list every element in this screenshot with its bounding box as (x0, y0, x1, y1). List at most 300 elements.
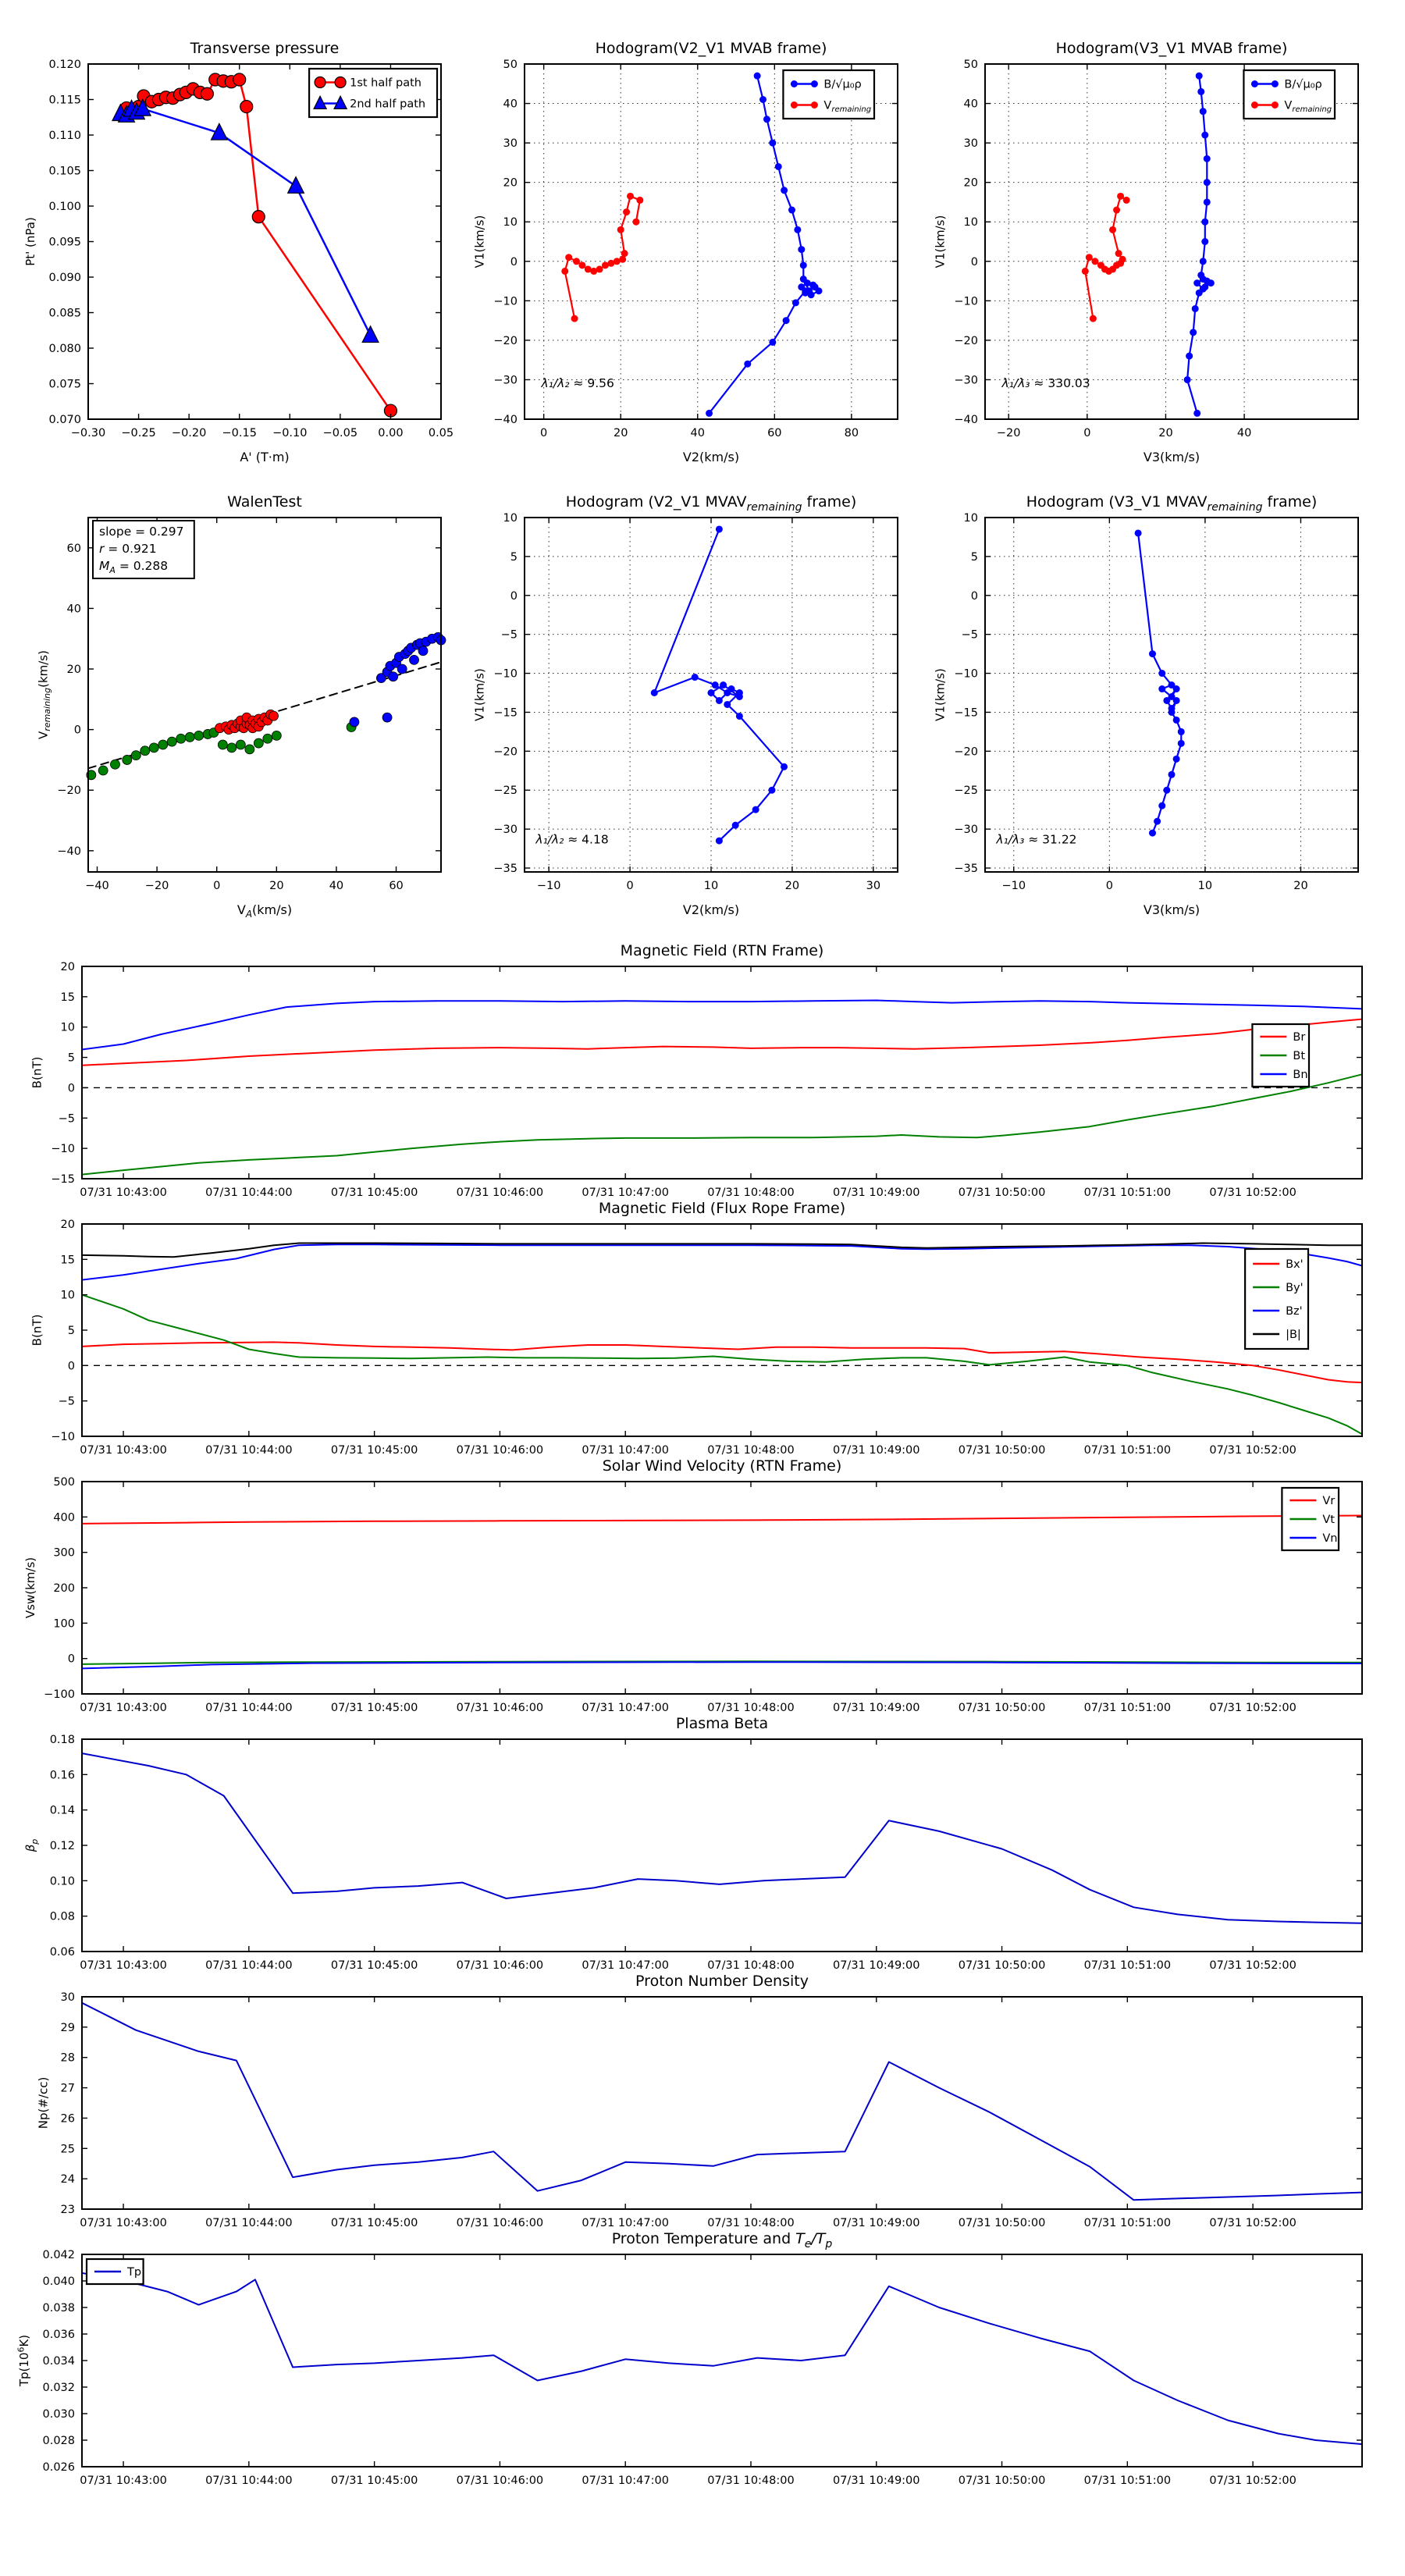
legend (87, 2259, 144, 2284)
svg-text:−0.20: −0.20 (171, 427, 207, 439)
svg-text:0: 0 (1105, 880, 1113, 892)
svg-text:40: 40 (1236, 427, 1252, 439)
svg-text:20: 20 (60, 961, 75, 973)
svg-text:07/31 10:43:00: 07/31 10:43:00 (80, 1444, 167, 1457)
svg-text:07/31 10:50:00: 07/31 10:50:00 (958, 1187, 1046, 1199)
series-vn (82, 1662, 1362, 1668)
chart-hodogram-v2v1-mvab (472, 40, 898, 464)
legend (783, 70, 874, 119)
svg-text:0.032: 0.032 (42, 2382, 75, 2394)
svg-text:100: 100 (53, 1617, 75, 1631)
svg-text:−100: −100 (44, 1688, 75, 1701)
series-v-remaining (561, 193, 643, 322)
svg-text:Proton Number Density: Proton Number Density (635, 1973, 809, 1990)
svg-text:B(nT): B(nT) (30, 1314, 44, 1347)
svg-text:10: 10 (60, 1021, 75, 1034)
svg-text:23: 23 (60, 2204, 75, 2216)
svg-text:07/31 10:45:00: 07/31 10:45:00 (330, 2475, 418, 2487)
svg-text:20: 20 (784, 880, 800, 892)
svg-text:20: 20 (269, 880, 284, 892)
svg-text:30: 30 (503, 137, 518, 151)
series-vr (82, 1516, 1362, 1524)
svg-text:20: 20 (1158, 427, 1173, 439)
axes (82, 1997, 1362, 2209)
svg-text:V1(km/s): V1(km/s) (933, 215, 948, 269)
svg-text:07/31 10:49:00: 07/31 10:49:00 (832, 1702, 920, 1714)
svg-text:λ₁/λ₃ ≈ 330.03: λ₁/λ₃ ≈ 330.03 (1001, 376, 1090, 391)
svg-text:07/31 10:51:00: 07/31 10:51:00 (1083, 2217, 1172, 2229)
svg-text:10: 10 (963, 216, 978, 229)
svg-text:−40: −40 (493, 414, 518, 426)
hodogram-v3v1-mvav-svg (933, 493, 1358, 917)
svg-text:0.075: 0.075 (48, 378, 81, 391)
svg-text:0.100: 0.100 (48, 201, 81, 213)
svg-text:24: 24 (60, 2173, 75, 2186)
svg-text:Tp: Tp (127, 2266, 142, 2279)
series-bn (82, 1001, 1362, 1050)
svg-text:20: 20 (60, 1219, 75, 1231)
chart-hodogram-v2v1-mvav (472, 493, 898, 917)
svg-text:0.042: 0.042 (42, 2249, 75, 2261)
svg-text:07/31 10:50:00: 07/31 10:50:00 (958, 2217, 1046, 2229)
svg-text:−10: −10 (493, 295, 518, 308)
walen-test-svg (36, 493, 441, 920)
svg-text:0.05: 0.05 (428, 427, 454, 439)
svg-text:Hodogram (V2_V1 MVAVremaining: Hodogram (V2_V1 $MVAV_{remaining}$ frame) (565, 493, 857, 514)
svg-text:50: 50 (963, 59, 978, 71)
svg-text:07/31 10:49:00: 07/31 10:49:00 (832, 1187, 920, 1199)
svg-text:07/31 10:46:00: 07/31 10:46:00 (456, 1444, 544, 1457)
svg-text:−10: −10 (1001, 880, 1026, 892)
svg-text:07/31 10:44:00: 07/31 10:44:00 (205, 1187, 293, 1199)
svg-text:0: 0 (213, 880, 221, 892)
svg-text:07/31 10:47:00: 07/31 10:47:00 (582, 1444, 669, 1457)
svg-text:20: 20 (503, 176, 518, 190)
svg-text:βp: $\beta_p$ (23, 1838, 40, 1852)
tick-labels (42, 2249, 1296, 2487)
svg-text:−20: −20 (144, 880, 169, 892)
chart-transverse-pressure (23, 40, 454, 464)
y-axis-label (472, 215, 486, 269)
svg-text:5: 5 (67, 1325, 75, 1337)
tick-labels (44, 1476, 1297, 1714)
series-v-remaining-hodogram (651, 525, 788, 844)
axes (82, 1224, 1362, 1436)
solar-wind-velocity-svg (23, 1457, 1362, 1714)
ticks (82, 1739, 1362, 1952)
svg-text:B(nT): B(nT) (30, 1056, 44, 1089)
svg-text:07/31 10:46:00: 07/31 10:46:00 (456, 1187, 544, 1199)
svg-text:07/31 10:45:00: 07/31 10:45:00 (330, 1187, 418, 1199)
svg-text:07/31 10:51:00: 07/31 10:51:00 (1083, 2475, 1172, 2487)
tick-labels (51, 1219, 1296, 1457)
svg-text:−30: −30 (493, 824, 518, 837)
svg-text:10: 10 (60, 1289, 75, 1302)
svg-text:07/31 10:51:00: 07/31 10:51:00 (1083, 1702, 1172, 1714)
svg-text:07/31 10:52:00: 07/31 10:52:00 (1209, 1959, 1297, 1972)
svg-text:40: 40 (66, 603, 81, 616)
hodogram-v2v1-mvav-svg (472, 493, 898, 917)
proton-number-density-svg (36, 1973, 1362, 2229)
svg-text:1st half path: 1st half path (350, 76, 422, 90)
svg-text:−20: −20 (493, 745, 518, 759)
series-bt (82, 1074, 1362, 1174)
svg-text:Pt' (nPa): Pt' (nPa) (23, 217, 37, 266)
series-br (82, 1019, 1362, 1066)
svg-text:−0.15: −0.15 (222, 427, 257, 439)
svg-text:A' (T·m): A' (T·m) (240, 450, 290, 464)
svg-text:WalenTest: WalenTest (227, 493, 302, 511)
svg-text:40: 40 (690, 427, 705, 439)
svg-text:0.105: 0.105 (48, 165, 81, 178)
stats-box (93, 521, 194, 578)
svg-text:Np(#/cc): Np(#/cc) (36, 2076, 51, 2129)
svg-text:07/31 10:50:00: 07/31 10:50:00 (958, 1702, 1046, 1714)
svg-text:−10: −10 (51, 1431, 75, 1443)
svg-text:07/31 10:52:00: 07/31 10:52:00 (1209, 1187, 1297, 1199)
svg-text:07/31 10:48:00: 07/31 10:48:00 (707, 1959, 795, 1972)
svg-text:07/31 10:43:00: 07/31 10:43:00 (80, 1959, 167, 1972)
svg-text:07/31 10:47:00: 07/31 10:47:00 (582, 1959, 669, 1972)
svg-text:Proton Temperature and Te/Tp: Proton Temperature and $T_e/T_p$ (611, 2230, 833, 2250)
svg-text:200: 200 (53, 1582, 75, 1595)
svg-text:Bn: Bn (1293, 1069, 1308, 1081)
svg-text:Br: Br (1293, 1031, 1306, 1044)
svg-text:07/31 10:52:00: 07/31 10:52:00 (1209, 2217, 1297, 2229)
svg-text:0: 0 (626, 880, 634, 892)
svg-text:0.120: 0.120 (48, 59, 81, 71)
svg-text:20: 20 (963, 176, 978, 190)
svg-text:−40: −40 (85, 880, 109, 892)
svg-text:Magnetic Field (RTN Frame): Magnetic Field (RTN Frame) (620, 942, 824, 959)
svg-text:5: 5 (970, 550, 978, 564)
svg-text:07/31 10:49:00: 07/31 10:49:00 (832, 1444, 920, 1457)
svg-text:−0.10: −0.10 (272, 427, 308, 439)
svg-text:0.040: 0.040 (42, 2275, 75, 2288)
svg-text:−10: −10 (954, 295, 978, 308)
svg-text:60: 60 (767, 427, 782, 439)
svg-text:Bz': Bz' (1286, 1305, 1303, 1318)
svg-text:10: 10 (503, 512, 518, 525)
svg-text:20: 20 (1293, 880, 1308, 892)
svg-text:40: 40 (503, 98, 518, 111)
svg-text:07/31 10:43:00: 07/31 10:43:00 (80, 2475, 167, 2487)
svg-text:−5: −5 (500, 628, 518, 642)
svg-text:0: 0 (67, 1082, 75, 1095)
svg-text:50: 50 (503, 59, 518, 71)
axes (82, 2254, 1362, 2467)
svg-text:V1(km/s): V1(km/s) (472, 215, 487, 269)
svg-text:07/31 10:48:00: 07/31 10:48:00 (707, 2475, 795, 2487)
svg-text:0: 0 (73, 724, 81, 737)
svg-text:−30: −30 (954, 824, 978, 837)
chart-magnetic-field-flux-rope (30, 1200, 1362, 1457)
svg-text:0.034: 0.034 (42, 2355, 75, 2368)
svg-text:0.038: 0.038 (42, 2302, 75, 2314)
svg-text:λ₁/λ₃ ≈ 31.22: λ₁/λ₃ ≈ 31.22 (996, 832, 1077, 847)
svg-text:07/31 10:43:00: 07/31 10:43:00 (80, 1702, 167, 1714)
proton-temperature-svg (16, 2230, 1362, 2487)
tick-labels (57, 543, 403, 892)
svg-text:07/31 10:46:00: 07/31 10:46:00 (456, 1959, 544, 1972)
svg-text:slope = 0.297: slope = 0.297 (99, 525, 184, 539)
svg-text:20: 20 (66, 664, 81, 677)
svg-text:28: 28 (60, 2051, 75, 2065)
y-axis-label (472, 668, 486, 721)
transverse-pressure-svg (23, 40, 454, 464)
svg-text:Bt: Bt (1293, 1050, 1306, 1062)
svg-text:07/31 10:45:00: 07/31 10:45:00 (330, 2217, 418, 2229)
svg-text:0.08: 0.08 (49, 1910, 75, 1923)
svg-text:07/31 10:45:00: 07/31 10:45:00 (330, 1702, 418, 1714)
svg-text:07/31 10:48:00: 07/31 10:48:00 (707, 1187, 795, 1199)
legend (309, 69, 437, 117)
legend (1282, 1488, 1339, 1550)
y-axis-label (37, 2077, 51, 2129)
svg-text:60: 60 (389, 880, 404, 892)
svg-text:07/31 10:44:00: 07/31 10:44:00 (205, 1959, 293, 1972)
svg-text:07/31 10:50:00: 07/31 10:50:00 (958, 2475, 1046, 2487)
svg-text:Hodogram (V3_V1 MVAVremaining: Hodogram (V3_V1 $MVAV_{remaining}$ frame) (1026, 493, 1318, 514)
svg-text:−10: −10 (536, 880, 561, 892)
svg-text:VA(km/s): $V_A(km/s)$ (237, 902, 293, 920)
ticks (82, 1224, 1362, 1436)
y-axis-label (16, 2335, 31, 2387)
svg-text:0: 0 (970, 589, 978, 603)
svg-text:07/31 10:48:00: 07/31 10:48:00 (707, 2217, 795, 2229)
svg-text:27: 27 (60, 2082, 75, 2095)
svg-text:0.115: 0.115 (48, 94, 81, 107)
svg-text:Tp(106K): $Tp(10^6K)$ (16, 2334, 31, 2387)
svg-text:07/31 10:43:00: 07/31 10:43:00 (80, 2217, 167, 2229)
svg-text:5: 5 (510, 550, 518, 564)
svg-text:07/31 10:45:00: 07/31 10:45:00 (330, 1444, 418, 1457)
svg-text:Vr: Vr (1322, 1495, 1336, 1507)
svg-text:07/31 10:47:00: 07/31 10:47:00 (582, 2475, 669, 2487)
svg-text:Vremaining: $V_{remaining}$ (823, 99, 872, 115)
svg-text:r = 0.921: r = 0.921 (99, 542, 157, 556)
svg-text:07/31 10:48:00: 07/31 10:48:00 (707, 1702, 795, 1714)
svg-text:0: 0 (510, 589, 518, 603)
svg-text:−5: −5 (58, 1112, 75, 1126)
svg-text:Vsw(km/s): Vsw(km/s) (23, 1557, 38, 1619)
axes (82, 966, 1362, 1179)
chart-hodogram-v3v1-mvav (933, 493, 1358, 917)
y-axis-label (30, 1315, 44, 1347)
series-2nd-half-path (112, 99, 379, 342)
series-b-sqrt-mu0-rho- (706, 73, 822, 417)
svg-text:0.10: 0.10 (49, 1875, 75, 1888)
hodogram-v2v1-mvab-svg (472, 40, 898, 464)
svg-text:Magnetic Field (Flux Rope Fram: Magnetic Field (Flux Rope Frame) (598, 1200, 846, 1217)
svg-text:−10: −10 (954, 667, 978, 681)
svg-text:−20: −20 (57, 785, 81, 798)
series-by- (82, 1295, 1362, 1435)
series-tp (82, 2273, 1362, 2444)
svg-text:B/√μ₀ρ: B/√μ₀ρ (1284, 78, 1322, 91)
svg-text:−40: −40 (954, 414, 978, 426)
svg-text:0.110: 0.110 (48, 130, 81, 142)
svg-text:−35: −35 (954, 863, 978, 876)
svg-text:By': By' (1286, 1282, 1304, 1294)
y-axis-label (933, 215, 947, 269)
series-v-remaining (1082, 193, 1130, 322)
svg-text:Solar Wind Velocity (RTN Frame: Solar Wind Velocity (RTN Frame) (602, 1457, 842, 1475)
y-axis-label (36, 650, 52, 739)
hodogram-v3v1-mvab-svg (933, 40, 1358, 464)
svg-text:−30: −30 (493, 374, 518, 387)
svg-text:0.036: 0.036 (42, 2329, 75, 2341)
svg-text:07/31 10:44:00: 07/31 10:44:00 (205, 1444, 293, 1457)
svg-text:V2(km/s): V2(km/s) (682, 450, 740, 464)
svg-text:30: 30 (866, 880, 881, 892)
svg-text:0.095: 0.095 (48, 236, 81, 249)
svg-text:25: 25 (60, 2143, 75, 2156)
series-mid-interval (215, 710, 279, 734)
svg-text:07/31 10:46:00: 07/31 10:46:00 (456, 2475, 544, 2487)
chart-proton-temperature (16, 2230, 1362, 2487)
svg-text:0.026: 0.026 (42, 2461, 75, 2474)
svg-text:0.00: 0.00 (378, 427, 404, 439)
svg-text:07/31 10:47:00: 07/31 10:47:00 (582, 1187, 669, 1199)
svg-text:0: 0 (67, 1360, 75, 1373)
svg-text:−35: −35 (493, 863, 518, 876)
svg-text:−20: −20 (954, 334, 978, 347)
svg-text:0.16: 0.16 (49, 1769, 75, 1782)
svg-text:−0.05: −0.05 (322, 427, 358, 439)
svg-text:07/31 10:44:00: 07/31 10:44:00 (205, 1702, 293, 1714)
svg-text:−40: −40 (57, 845, 81, 858)
svg-text:07/31 10:51:00: 07/31 10:51:00 (1083, 1959, 1172, 1972)
tick-labels (61, 1991, 1297, 2229)
svg-text:MA = 0.288: $M_A = 0.288$ (99, 559, 169, 575)
svg-text:400: 400 (53, 1511, 75, 1525)
chart-magnetic-field-rtn (30, 942, 1362, 1199)
svg-text:−25: −25 (954, 785, 978, 798)
svg-text:5: 5 (67, 1051, 75, 1065)
svg-text:−0.30: −0.30 (70, 427, 106, 439)
svg-text:B/√μ₀ρ: B/√μ₀ρ (823, 78, 862, 91)
svg-text:V1(km/s): V1(km/s) (472, 668, 487, 721)
svg-text:Bx': Bx' (1286, 1258, 1304, 1271)
svg-text:|B|: |B| (1286, 1329, 1301, 1341)
svg-text:−5: −5 (58, 1395, 75, 1408)
svg-text:300: 300 (53, 1546, 75, 1560)
svg-text:V2(km/s): V2(km/s) (682, 902, 740, 917)
svg-text:V3(km/s): V3(km/s) (1143, 450, 1200, 464)
chart-hodogram-v3v1-mvab (933, 40, 1358, 464)
svg-text:Transverse pressure: Transverse pressure (190, 40, 340, 57)
svg-text:15: 15 (60, 991, 75, 1004)
svg-text:07/31 10:47:00: 07/31 10:47:00 (582, 2217, 669, 2229)
svg-text:−15: −15 (493, 706, 518, 720)
svg-text:λ₁/λ₂ ≈ 9.56: λ₁/λ₂ ≈ 9.56 (541, 376, 614, 391)
svg-text:07/31 10:44:00: 07/31 10:44:00 (205, 2475, 293, 2487)
ticks (82, 1997, 1362, 2209)
svg-text:−0.25: −0.25 (121, 427, 156, 439)
svg-text:Vremaining(km/s): $V_{remaining}(km/s)$ (36, 650, 53, 739)
svg-text:Vn: Vn (1322, 1532, 1338, 1545)
svg-text:07/31 10:46:00: 07/31 10:46:00 (456, 2217, 544, 2229)
svg-text:−10: −10 (493, 667, 518, 681)
svg-text:−30: −30 (954, 374, 978, 387)
svg-text:40: 40 (329, 880, 344, 892)
chart-plasma-beta (23, 1715, 1362, 1972)
svg-text:0.070: 0.070 (48, 414, 81, 426)
svg-text:0.090: 0.090 (48, 272, 81, 284)
svg-text:−20: −20 (996, 427, 1021, 439)
svg-text:07/31 10:49:00: 07/31 10:49:00 (832, 2475, 920, 2487)
svg-text:0: 0 (510, 255, 518, 269)
svg-text:Hodogram(V2_V1 MVAB frame): Hodogram(V2_V1 MVAB frame) (595, 40, 827, 57)
svg-text:0: 0 (1083, 427, 1091, 439)
tick-labels (51, 961, 1296, 1199)
y-axis-label (23, 1839, 40, 1853)
svg-text:−15: −15 (51, 1173, 75, 1186)
chart-walen-test (36, 493, 441, 920)
svg-text:07/31 10:50:00: 07/31 10:50:00 (958, 1959, 1046, 1972)
tick-labels (954, 59, 1251, 439)
svg-text:0.18: 0.18 (49, 1734, 75, 1746)
svg-text:07/31 10:52:00: 07/31 10:52:00 (1209, 2475, 1297, 2487)
y-axis-label (30, 1057, 44, 1089)
svg-text:−25: −25 (493, 785, 518, 798)
svg-text:−15: −15 (954, 706, 978, 720)
svg-text:10: 10 (503, 216, 518, 229)
svg-text:20: 20 (613, 427, 628, 439)
svg-text:07/31 10:50:00: 07/31 10:50:00 (958, 1444, 1046, 1457)
svg-text:V3(km/s): V3(km/s) (1143, 902, 1200, 917)
svg-text:0: 0 (970, 255, 978, 269)
series-b-sqrt-mu0-rho- (1184, 73, 1215, 417)
svg-text:10: 10 (1197, 880, 1213, 892)
chart-proton-density (36, 1973, 1362, 2229)
svg-text:0.028: 0.028 (42, 2435, 75, 2447)
axes (82, 1739, 1362, 1952)
svg-text:Hodogram(V3_V1 MVAB frame): Hodogram(V3_V1 MVAB frame) (1055, 40, 1288, 57)
tick-labels (50, 1734, 1297, 1972)
svg-text:07/31 10:48:00: 07/31 10:48:00 (707, 1444, 795, 1457)
series-bz- (82, 1244, 1362, 1279)
svg-text:Vremaining: $V_{remaining}$ (1284, 99, 1332, 115)
magnetic-field-flux-rope-svg (30, 1200, 1362, 1457)
ticks (82, 966, 1362, 1179)
y-axis-label (23, 1557, 37, 1618)
svg-text:07/31 10:49:00: 07/31 10:49:00 (832, 1959, 920, 1972)
svg-text:07/31 10:51:00: 07/31 10:51:00 (1083, 1444, 1172, 1457)
svg-text:15: 15 (60, 1254, 75, 1267)
legend (1245, 1249, 1308, 1349)
svg-text:07/31 10:45:00: 07/31 10:45:00 (330, 1959, 418, 1972)
svg-text:V1(km/s): V1(km/s) (933, 668, 948, 721)
series-last-interval (350, 632, 446, 727)
ticks (82, 2254, 1362, 2467)
y-axis-label (23, 217, 37, 266)
svg-text:07/31 10:43:00: 07/31 10:43:00 (80, 1187, 167, 1199)
svg-text:07/31 10:51:00: 07/31 10:51:00 (1083, 1187, 1172, 1199)
svg-text:07/31 10:44:00: 07/31 10:44:00 (205, 2217, 293, 2229)
svg-text:0.06: 0.06 (49, 1946, 75, 1959)
series-beta-p (82, 1753, 1362, 1923)
svg-text:λ₁/λ₂ ≈ 4.18: λ₁/λ₂ ≈ 4.18 (535, 832, 609, 847)
svg-text:0.030: 0.030 (42, 2408, 75, 2421)
svg-text:0: 0 (540, 427, 548, 439)
svg-text:10: 10 (703, 880, 719, 892)
svg-text:−10: −10 (51, 1143, 75, 1156)
svg-text:10: 10 (963, 512, 978, 525)
svg-text:07/31 10:47:00: 07/31 10:47:00 (582, 1702, 669, 1714)
series-np (82, 2003, 1362, 2201)
